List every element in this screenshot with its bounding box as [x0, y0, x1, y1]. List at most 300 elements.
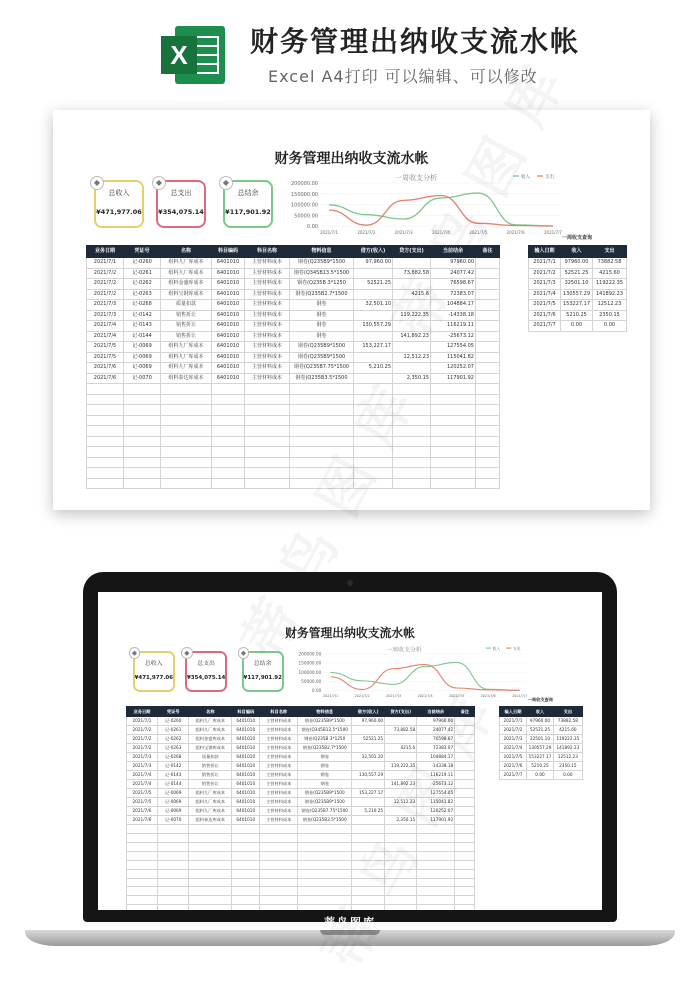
table-cell	[232, 860, 260, 869]
table-cell	[158, 905, 189, 910]
legend-label: 支出	[545, 175, 554, 180]
table-cell	[189, 905, 232, 910]
table-cell: 销售折让	[161, 321, 212, 332]
table-cell: 12512.23	[593, 300, 627, 311]
table-cell: 5,210.25	[354, 363, 393, 374]
table-cell: 127554.05	[417, 789, 455, 798]
table-cell: 73,882.58	[385, 726, 417, 735]
table-cell: 130,557.29	[354, 321, 393, 332]
table-cell	[232, 887, 260, 896]
table-cell: 12,512.23	[385, 798, 417, 807]
table-cell: 6401010	[232, 789, 260, 798]
table-cell	[212, 405, 245, 416]
summary-card	[156, 180, 206, 228]
summary-card-label: 总收入	[108, 189, 130, 197]
excel-icon: X	[161, 22, 227, 88]
table-cell	[161, 384, 212, 395]
table-cell	[260, 852, 298, 861]
table-cell: 4215.60	[554, 726, 583, 735]
table-cell: 记-0263	[158, 744, 189, 753]
table-cell	[245, 415, 290, 426]
column-header: 支出	[593, 246, 627, 258]
table-cell: 2021/7/6	[87, 373, 124, 384]
table-cell	[212, 384, 245, 395]
table-cell: 116219.11	[431, 321, 476, 332]
table-cell: 6401010	[232, 798, 260, 807]
table-row	[126, 887, 475, 896]
coin-icon: ◆	[90, 176, 104, 190]
table-cell: 销售折让	[161, 331, 212, 342]
table-cell	[245, 457, 290, 468]
table-cell: 2021/7/5	[500, 753, 527, 762]
table-cell	[245, 468, 290, 479]
table-cell: 记-0260	[158, 717, 189, 726]
table-cell: 组料金盛库成本	[189, 735, 232, 744]
table-cell	[476, 279, 500, 290]
table-cell	[232, 852, 260, 861]
table-header-row	[529, 246, 627, 258]
table-cell	[298, 843, 352, 852]
wallet-icon: ◆	[152, 176, 166, 190]
column-header: 收入	[527, 706, 554, 716]
table-cell: 73882.58	[593, 258, 627, 269]
table-cell: 主营材料成本	[245, 300, 290, 311]
table-cell: 2021/7/4	[87, 331, 124, 342]
table-cell: 2021/7/4	[126, 780, 157, 789]
chart-title: 一周收支分析	[386, 647, 423, 654]
table-cell: 2021/7/4	[126, 771, 157, 780]
camera-icon	[347, 580, 353, 586]
table-cell	[212, 457, 245, 468]
table-cell	[476, 321, 500, 332]
table-cell	[385, 717, 417, 726]
column-header: 借方(收入)	[352, 706, 385, 716]
x-tick-label: 2021/7/7	[512, 693, 528, 698]
table-cell: 115041.82	[417, 798, 455, 807]
table-cell: 销售折让	[189, 762, 232, 771]
table-cell: 2021/7/1	[87, 258, 124, 269]
table-cell: 组料金盛库成本	[161, 279, 212, 290]
column-header: 输入日期	[529, 246, 561, 258]
table-cell: 钢卷(Q345B13.5*1500	[298, 726, 352, 735]
table-cell	[212, 415, 245, 426]
table-cell: 钢卷(Q235B9*1500	[298, 789, 352, 798]
y-tick-label: 200000.00	[298, 651, 322, 657]
table-cell: 24077.42	[417, 726, 455, 735]
table-cell: 主营材料成本	[245, 352, 290, 363]
table-row	[126, 896, 475, 905]
table-cell	[87, 405, 124, 416]
table-cell: 76598.67	[417, 735, 455, 744]
summary-card	[185, 651, 227, 692]
table-cell: 2021/7/3	[87, 310, 124, 321]
table-cell: 6401010	[212, 373, 245, 384]
table-cell: 141,892.23	[385, 780, 417, 789]
table-cell	[476, 289, 500, 300]
table-cell: 2,350.15	[393, 373, 431, 384]
table-cell	[189, 878, 232, 887]
table-cell	[455, 834, 475, 843]
x-tick-label: 2021/7/2	[354, 693, 371, 698]
table-cell: 24077.42	[431, 268, 476, 279]
y-tick-label: 0.00	[306, 224, 318, 230]
table-cell: 2021/7/3	[126, 762, 157, 771]
table-cell: 6401010	[212, 310, 245, 321]
table-cell: 钢卷(Q235B7.75*1500	[298, 807, 352, 816]
table-cell	[476, 384, 500, 395]
table-row	[87, 394, 500, 405]
table-cell: 组料九厂库成本	[161, 342, 212, 353]
table-cell: 97960.00	[561, 258, 593, 269]
table-cell	[87, 415, 124, 426]
table-cell: 6401010	[212, 363, 245, 374]
table-cell: 主营材料成本	[245, 331, 290, 342]
table-cell: 记-0142	[124, 310, 161, 321]
table-cell: 2021/7/5	[87, 342, 124, 353]
table-cell: 130557.29	[527, 744, 554, 753]
table-cell	[126, 852, 157, 861]
table-cell: 6401010	[212, 300, 245, 311]
column-header: 备注	[455, 706, 475, 716]
table-cell: 钢卷	[298, 771, 352, 780]
table-cell	[260, 878, 298, 887]
table-cell	[455, 896, 475, 905]
table-cell: 组料九厂库成本	[189, 726, 232, 735]
table-cell	[161, 436, 212, 447]
table-row	[87, 363, 500, 374]
table-cell	[126, 869, 157, 878]
table-row	[500, 753, 583, 762]
table-cell	[476, 373, 500, 384]
table-cell: 5,210.25	[352, 807, 385, 816]
table-cell: 记-0262	[124, 279, 161, 290]
table-cell: 73882.58	[554, 717, 583, 726]
table-cell: 主营材料成本	[245, 363, 290, 374]
table-cell	[260, 843, 298, 852]
table-cell: 72383.07	[431, 289, 476, 300]
table-cell	[161, 415, 212, 426]
table-cell: 6401010	[232, 744, 260, 753]
side-table-title: 一周收支查询	[527, 696, 554, 702]
table-cell: 117901.92	[417, 816, 455, 825]
table-cell	[87, 457, 124, 468]
table-cell: 52521.25	[561, 268, 593, 279]
table-cell: 2021/7/2	[87, 289, 124, 300]
table-cell	[124, 447, 161, 458]
table-row	[529, 258, 627, 269]
table-cell	[126, 825, 157, 834]
table-cell	[455, 860, 475, 869]
table-cell: 119,222.35	[385, 762, 417, 771]
table-cell: 记-0143	[158, 771, 189, 780]
table-cell	[245, 478, 290, 489]
table-cell	[476, 310, 500, 321]
table-cell	[476, 405, 500, 416]
table-cell: 153,227.17	[352, 789, 385, 798]
table-cell	[476, 331, 500, 342]
table-cell: 104884.17	[431, 300, 476, 311]
column-header: 科目编码	[232, 706, 260, 716]
table-cell: 2,350.15	[385, 816, 417, 825]
sheet-title: 财务管理出纳收支流水帐	[285, 626, 415, 641]
table-cell: 记-0263	[124, 289, 161, 300]
table-row	[87, 447, 500, 458]
table-cell: 97,960.00	[354, 258, 393, 269]
table-cell: 97,960.00	[352, 717, 385, 726]
table-cell	[212, 447, 245, 458]
table-cell	[126, 878, 157, 887]
table-cell: 6401010	[212, 321, 245, 332]
table-cell: 4215.6	[393, 289, 431, 300]
table-cell: 2021/7/2	[500, 726, 527, 735]
table-cell: 6401010	[212, 289, 245, 300]
table-cell: 2021/7/6	[126, 807, 157, 816]
table-cell	[161, 457, 212, 468]
table-cell: 记-0144	[158, 780, 189, 789]
table-cell: 2021/7/3	[126, 753, 157, 762]
table-cell: 主营材料成本	[260, 717, 298, 726]
table-cell	[189, 825, 232, 834]
column-header: 贷方(支出)	[393, 246, 431, 258]
table-cell: 153227.17	[527, 753, 554, 762]
gear-icon: ◆	[219, 176, 233, 190]
table-cell: 2021/7/6	[87, 363, 124, 374]
table-cell: 2021/7/3	[529, 279, 561, 290]
y-tick-label: 0.00	[312, 687, 322, 693]
table-cell: 4215.6	[385, 744, 417, 753]
column-header: 当前结余	[417, 706, 455, 716]
table-cell	[126, 887, 157, 896]
side-table-title: 一周收支查询	[561, 235, 592, 241]
table-cell	[158, 878, 189, 887]
table-cell	[87, 384, 124, 395]
table-row	[500, 735, 583, 744]
table-cell	[124, 426, 161, 437]
table-cell	[124, 384, 161, 395]
table-cell: 组料泰达库成本	[161, 373, 212, 384]
table-cell: -14338.18	[431, 310, 476, 321]
table-cell: 97960.00	[527, 717, 554, 726]
table-cell: 120252.07	[417, 807, 455, 816]
summary-card-value: ¥471,977.06	[96, 208, 142, 216]
legend-label: 支出	[513, 645, 521, 651]
table-cell: 2021/7/2	[126, 744, 157, 753]
table-cell: 钢卷(Q235B 3*1250	[298, 735, 352, 744]
table-cell: 119222.35	[554, 735, 583, 744]
table-cell: 6401010	[232, 753, 260, 762]
table-cell	[431, 394, 476, 405]
table-cell	[260, 869, 298, 878]
table-cell: 主营材料成本	[260, 753, 298, 762]
table-cell: 2021/7/2	[87, 279, 124, 290]
table-cell	[87, 447, 124, 458]
table-row	[500, 744, 583, 753]
table-cell	[476, 436, 500, 447]
table-cell: 记-0069	[124, 342, 161, 353]
table-cell: 117901.92	[431, 373, 476, 384]
table-cell: 116219.11	[417, 771, 455, 780]
table-cell: 记-0070	[158, 816, 189, 825]
table-cell	[476, 300, 500, 311]
table-cell: 组料九厂库成本	[161, 258, 212, 269]
column-header: 输入日期	[500, 706, 527, 716]
table-cell: 2021/7/2	[126, 726, 157, 735]
table-cell: 115041.82	[431, 352, 476, 363]
table-cell	[87, 426, 124, 437]
summary-card-label: 总支出	[197, 661, 215, 668]
x-tick-label: 2021/7/5	[449, 693, 465, 698]
table-cell: 52521.25	[354, 279, 393, 290]
table-cell: 主营材料成本	[245, 342, 290, 353]
table-cell: 主营材料成本	[245, 279, 290, 290]
table-cell	[124, 394, 161, 405]
table-cell	[161, 478, 212, 489]
table-cell	[87, 394, 124, 405]
table-cell: 钢卷(Q235B9*1500	[298, 798, 352, 807]
table-cell: -14338.18	[417, 762, 455, 771]
table-cell	[189, 834, 232, 843]
table-cell: 6401010	[232, 762, 260, 771]
x-tick-label: 2021/7/4	[417, 693, 434, 698]
table-cell	[212, 468, 245, 479]
table-cell	[189, 843, 232, 852]
table-cell: 52521.25	[352, 735, 385, 744]
table-cell	[476, 447, 500, 458]
column-header: 当前结余	[431, 246, 476, 258]
table-cell	[245, 436, 290, 447]
table-row	[500, 771, 583, 780]
table-cell	[431, 478, 476, 489]
table-cell: 2021/7/7	[500, 771, 527, 780]
table-cell	[455, 887, 475, 896]
table-cell: 钢卷	[298, 762, 352, 771]
table-cell: 2021/7/3	[500, 735, 527, 744]
table-cell: 32501.10	[561, 279, 593, 290]
table-row	[126, 905, 475, 910]
column-header: 物料信息	[290, 246, 354, 258]
table-cell	[189, 896, 232, 905]
table-row	[87, 415, 500, 426]
table-cell: 记-0268	[124, 300, 161, 311]
table-row	[87, 436, 500, 447]
table-cell: 组料九厂库成本	[189, 789, 232, 798]
table-cell: 主营材料成本	[260, 735, 298, 744]
table-cell: 6401010	[232, 735, 260, 744]
table-cell	[260, 860, 298, 869]
table-cell	[158, 852, 189, 861]
table-cell	[124, 415, 161, 426]
table-cell	[476, 415, 500, 426]
x-tick-label: 2021/7/6	[506, 230, 525, 235]
table-cell: 钢卷(Q235B 3*1250	[290, 279, 354, 290]
table-cell	[455, 843, 475, 852]
table-cell: 6401010	[232, 780, 260, 789]
table-row	[500, 717, 583, 726]
table-cell: 记-0069	[124, 363, 161, 374]
table-cell	[232, 878, 260, 887]
table-cell: 组料九厂库成本	[189, 798, 232, 807]
table-cell	[158, 843, 189, 852]
table-cell	[232, 896, 260, 905]
x-tick-label: 2021/7/3	[386, 693, 402, 698]
column-header: 科目名称	[245, 246, 290, 258]
table-cell: 组料宝钢库成本	[189, 744, 232, 753]
table-cell	[161, 468, 212, 479]
table-cell: 120252.07	[431, 363, 476, 374]
table-cell: 12512.23	[554, 753, 583, 762]
table-cell: 销售折让	[161, 310, 212, 321]
column-header: 科目编码	[212, 246, 245, 258]
table-cell	[232, 843, 260, 852]
table-cell	[245, 394, 290, 405]
x-tick-label: 2021/7/4	[432, 230, 450, 235]
table-cell: 6401010	[232, 816, 260, 825]
table-cell: 主营材料成本	[260, 726, 298, 735]
table-cell: 6401010	[232, 771, 260, 780]
table-cell: 4215.60	[593, 268, 627, 279]
x-tick-label: 2021/7/1	[323, 693, 339, 698]
table-cell: 主营材料成本	[260, 789, 298, 798]
table-cell: 记-0142	[158, 762, 189, 771]
column-header: 凭证号	[124, 246, 161, 258]
table-row	[529, 268, 627, 279]
table-cell	[476, 352, 500, 363]
table-cell: 73,882.58	[393, 268, 431, 279]
y-tick-label: 100000.00	[290, 202, 318, 209]
table-row	[87, 352, 500, 363]
table-cell: 钢卷(Q235B3.5*1500	[298, 816, 352, 825]
table-cell: 销售折让	[189, 780, 232, 789]
table-cell: 2021/7/1	[500, 717, 527, 726]
table-cell: 32,501.10	[354, 300, 393, 311]
summary-card-label: 总收入	[144, 661, 163, 668]
table-cell	[476, 342, 500, 353]
x-tick-label: 2021/7/7	[544, 230, 562, 235]
table-cell: 2021/7/5	[126, 798, 157, 807]
x-tick-label: 2021/7/1	[320, 230, 338, 235]
table-cell	[158, 887, 189, 896]
table-cell: 0.00	[561, 321, 593, 332]
table-cell: 记-0268	[158, 753, 189, 762]
column-header: 备注	[476, 246, 500, 258]
table-cell: 119,222.35	[393, 310, 431, 321]
table-cell: 0.00	[527, 771, 554, 780]
table-cell	[245, 405, 290, 416]
table-cell: 5210.25	[527, 762, 554, 771]
y-tick-label: 150000.00	[298, 660, 322, 666]
table-cell: 组料宝钢库成本	[161, 289, 212, 300]
table-cell: 销售折让	[189, 771, 232, 780]
table-cell: 主营材料成本	[260, 816, 298, 825]
table-cell	[455, 905, 475, 910]
column-header: 名称	[189, 706, 232, 716]
table-cell: 钢卷	[298, 753, 352, 762]
table-cell: 6401010	[212, 268, 245, 279]
chart-title: 一周收支分析	[395, 174, 437, 182]
table-cell	[232, 905, 260, 910]
table-cell: 主营材料成本	[245, 310, 290, 321]
table-cell	[431, 436, 476, 447]
table-row	[529, 321, 627, 332]
table-cell	[158, 825, 189, 834]
table-cell: 32501.10	[527, 735, 554, 744]
y-tick-label: 100000.00	[298, 669, 322, 675]
summary-card-value: ¥471,977.06	[134, 675, 174, 682]
table-cell	[232, 869, 260, 878]
table-row	[87, 468, 500, 479]
table-cell: 6401010	[212, 352, 245, 363]
table-cell: 钢卷(Q235B9*1500	[290, 352, 354, 363]
